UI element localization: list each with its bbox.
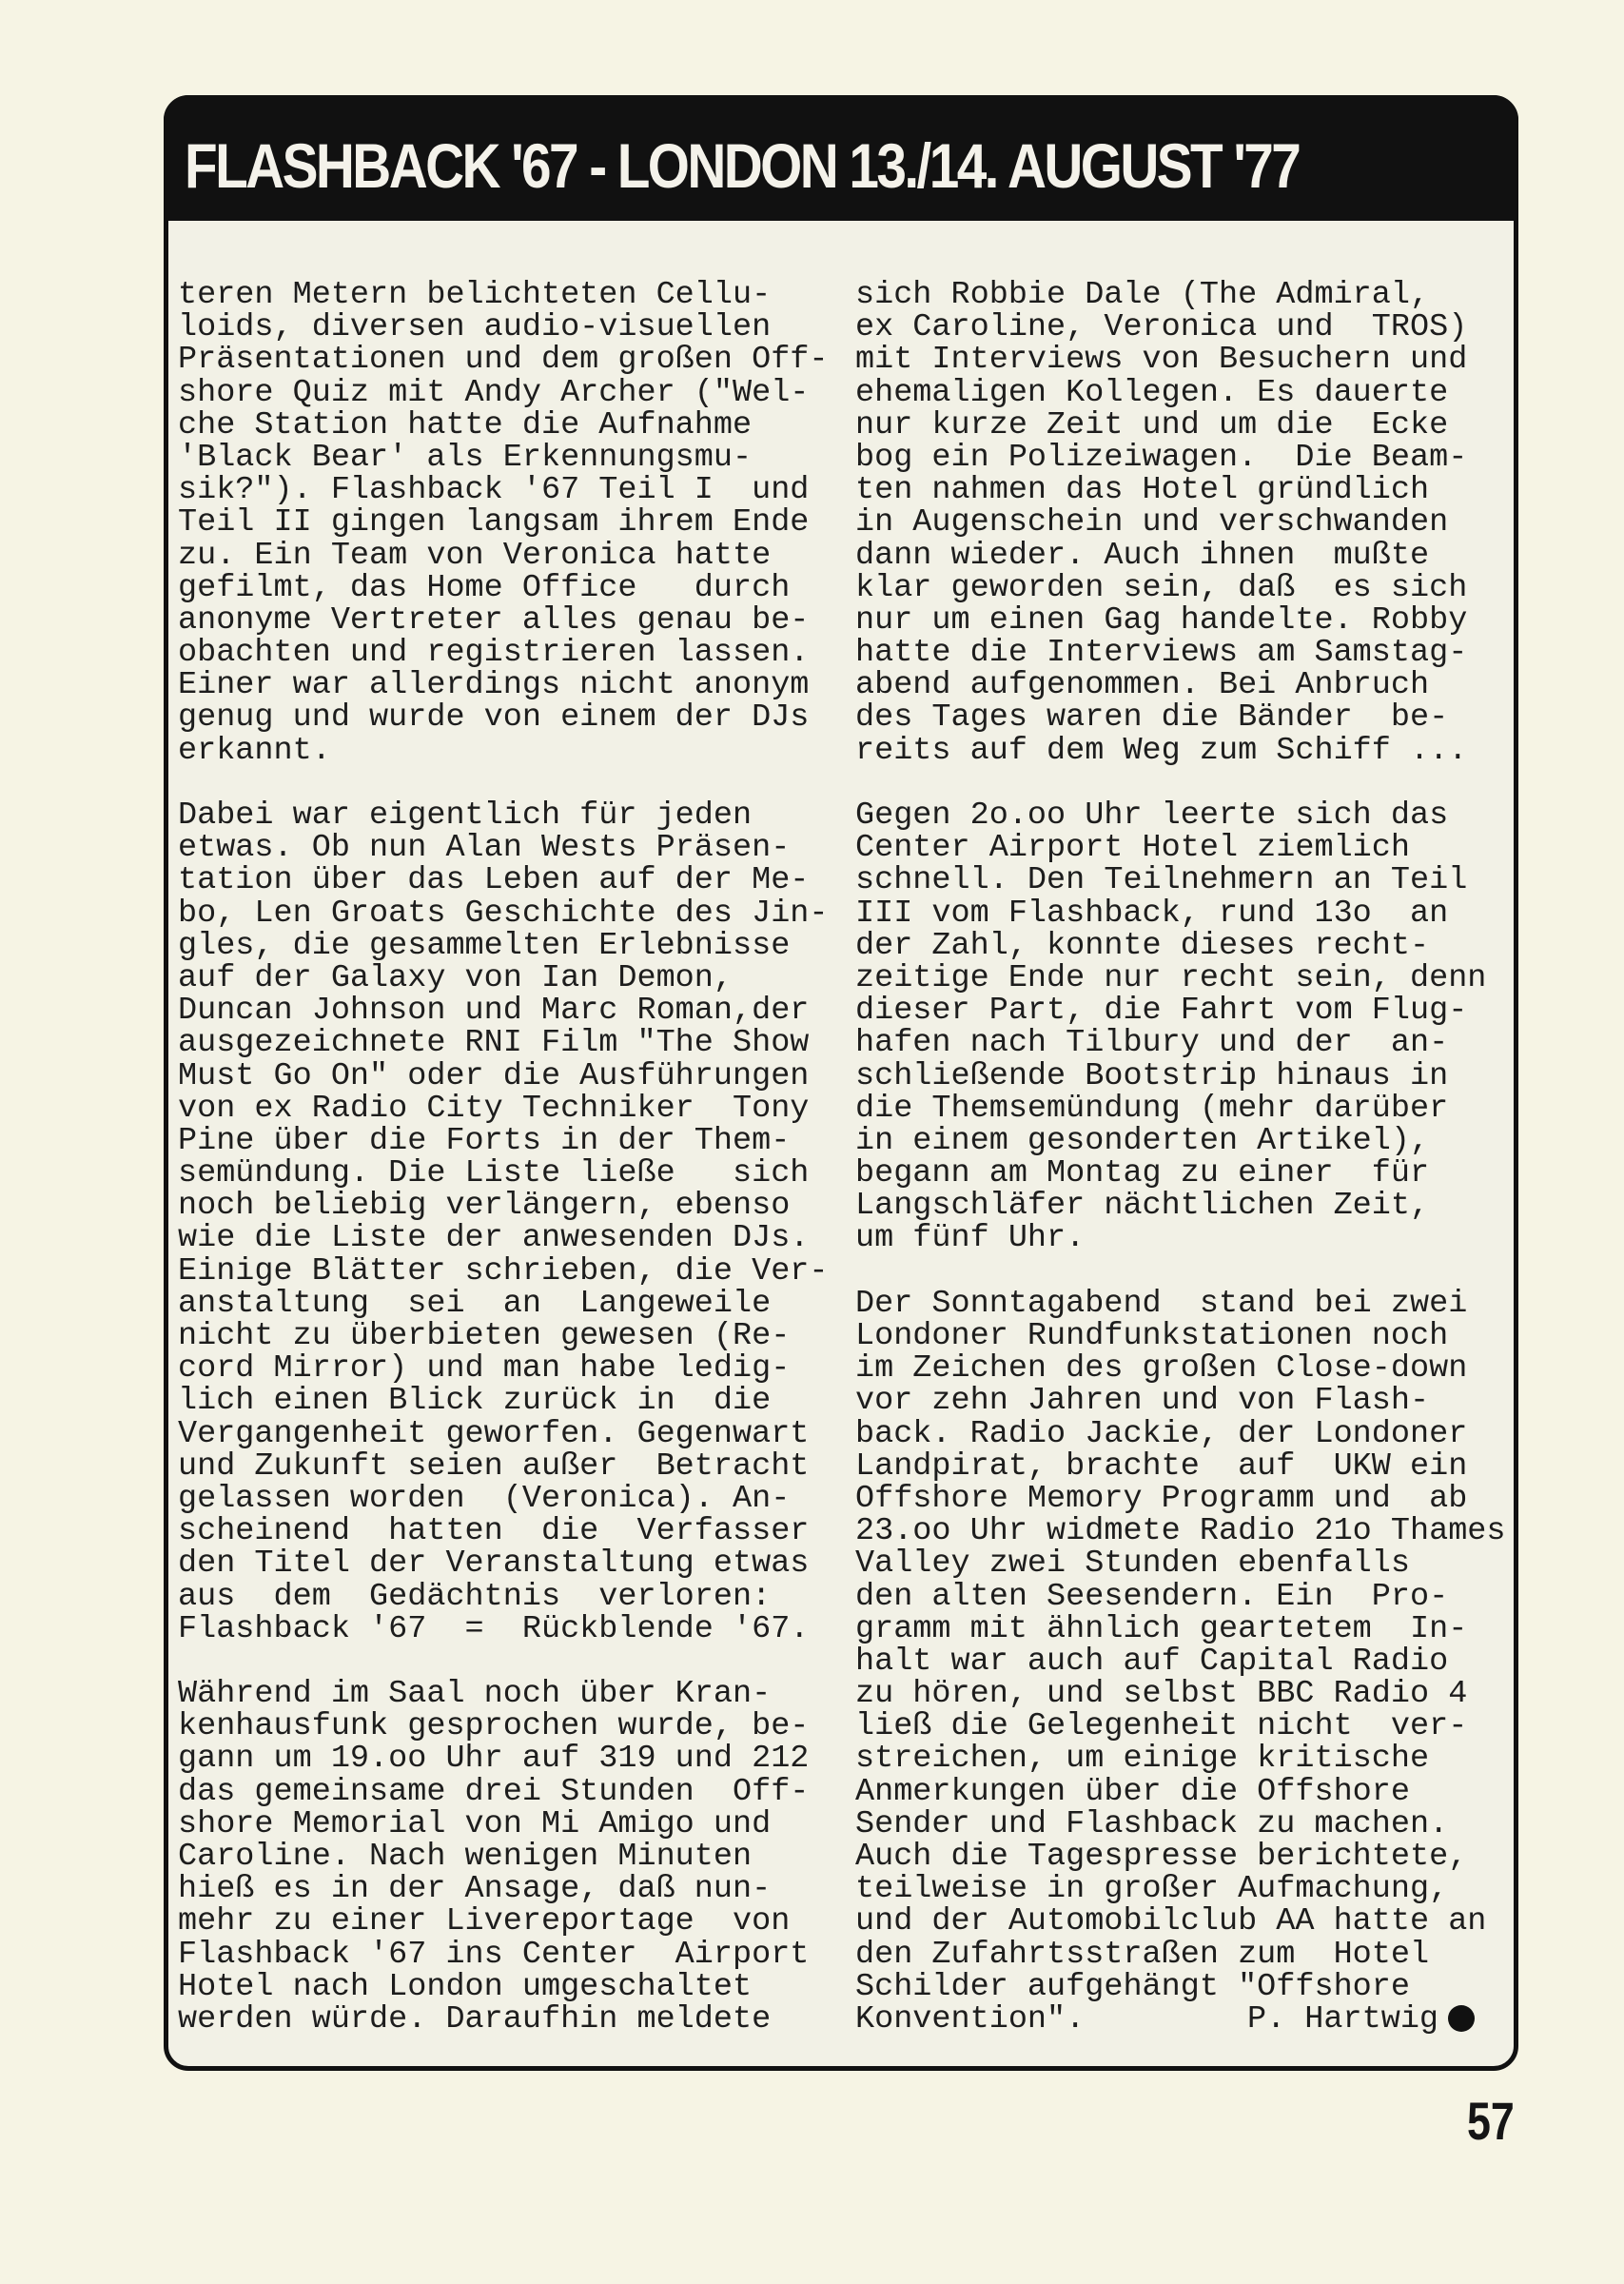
text-line [855,1513,1506,1550]
text-line-content: 'Black Bear' als Erkennungsmu- [178,439,753,476]
text-line-content: 23.oo Uhr widmete Radio 21o Thames [855,1513,1506,1550]
text-line-content: aus dem Gedächtnis verloren: [178,1578,772,1615]
text-line [855,1025,1506,1062]
text-line-content: werden würde. Daraufhin meldete [178,2000,772,2038]
text-line [855,2000,1506,2038]
text-line-content: back. Radio Jackie, der Londoner [855,1415,1468,1452]
text-line-content: schnell. Den Teilnehmern an Teil [855,862,1468,899]
text-line [855,799,1506,832]
text-line-content: des Tages waren die Bänder be- [855,699,1449,737]
text-line-content: Londoner Rundfunkstationen noch [855,1318,1449,1354]
text-line [855,1480,1506,1517]
text-line-content: Landpirat, brachte auf UKW ein [855,1447,1468,1485]
text-line-content: ausgezeichnete RNI Film "The Show [178,1025,810,1062]
text-line-content: ließ die Gelegenheit nicht ver- [855,1708,1468,1745]
text-line [855,537,1506,574]
text-line [855,1841,1506,1873]
text-line [855,1578,1506,1615]
text-line [855,1710,1506,1743]
text-line-content: Offshore Memory Programm und ab [855,1480,1468,1517]
text-line [855,699,1506,737]
text-line-content: tation über das Leben auf der Me- [178,862,810,899]
text-line [855,1415,1506,1452]
text-line [178,1773,829,1810]
end-mark-icon [1448,2005,1475,2032]
text-line [855,1383,1506,1420]
text-line [178,897,829,930]
text-line-content: Schilder aufgehängt "Offshore [855,1968,1410,2005]
text-line-content: das gemeinsame drei Stunden Off- [178,1773,810,1810]
text-line-content: gelassen worden (Veronica). An- [178,1480,791,1517]
text-line-content: dann wieder. Auch ihnen mußte [855,537,1430,574]
text-line [855,472,1506,509]
text-line [178,1546,829,1583]
text-line-content: gann um 19.oo Uhr auf 319 und 212 [178,1741,810,1778]
text-line [178,1676,829,1713]
text-line [855,569,1506,606]
text-line-content: von ex Radio City Techniker Tony [178,1090,810,1127]
text-line [178,1805,829,1842]
title-banner [164,95,1518,221]
text-line-content: um fünf Uhr. [855,1220,1086,1257]
text-line-content: genug und wurde von einem der DJs [178,699,810,737]
text-line-content: Vergangenheit geworfen. Gegenwart [178,1415,810,1452]
text-line [855,1676,1506,1713]
text-line [855,1320,1506,1352]
text-line [855,993,1506,1030]
text-line-content: gramm mit ähnlich geartetem In- [855,1610,1468,1647]
text-line [178,1057,829,1094]
text-line-content: und Zukunft seien außer Betracht [178,1447,810,1485]
text-line [855,1350,1506,1388]
text-line [855,732,1506,769]
text-line-content: hieß es in der Ansage, daß nun- [178,1871,772,1908]
text-line-content: in Augenschein und verschwanden [855,504,1449,541]
text-line [855,897,1506,930]
article-title: FLASHBACK '67 - LONDON 13./14. AUGUST '77 [185,130,1300,201]
author-name: P. Hartwig [1247,2000,1439,2038]
text-line [178,732,829,769]
text-line [178,1968,829,2005]
text-line-content: Pine über die Forts in der Them- [178,1122,791,1159]
text-line [178,959,829,996]
text-line-content: nur um einen Gag handelte. Robby [855,601,1468,639]
text-line-content: wie die Liste der anwesenden DJs. [178,1220,810,1257]
text-line [178,279,829,311]
text-line [178,1610,829,1647]
text-line [178,1871,829,1908]
text-line [178,699,829,737]
text-line-content: den Zufahrtsstraßen zum Hotel [855,1936,1430,1973]
text-line-content: zeitige Ende nur recht sein, denn [855,959,1487,996]
text-line [178,635,829,672]
text-line [178,1252,829,1290]
text-line [855,1610,1506,1647]
text-line-content: bog ein Polizeiwagen. Die Beam- [855,439,1468,476]
article-frame [164,95,1518,2071]
text-line [178,1383,829,1420]
text-line-content: auf der Galaxy von Ian Demon, [178,959,733,996]
text-line [178,342,829,379]
text-line-content: che Station hatte die Aufnahme [178,406,753,443]
text-line-content: loids, diversen audio-visuellen [178,309,772,346]
text-line [855,1905,1506,1938]
text-line-content: Während im Saal noch über Kran- [178,1676,772,1713]
text-line [855,1220,1506,1257]
text-line [178,1578,829,1615]
text-line [855,1968,1506,2005]
text-line [178,1841,829,1873]
text-line [178,1480,829,1517]
text-line-content: reits auf dem Weg zum Schiff ... [855,732,1468,769]
text-line [178,830,829,867]
text-line-content: Konvention". [855,2000,1086,2038]
text-line [855,601,1506,639]
text-line [855,279,1506,311]
text-line-content: Dabei war eigentlich für jeden [178,797,753,834]
text-line-content: anonyme Vertreter alles genau be- [178,601,810,639]
text-line-content: klar geworden sein, daß es sich [855,569,1468,606]
text-line-content: Einer war allerdings nicht anonym [178,667,810,704]
text-line-content: Der Sonntagabend stand bei zwei [855,1285,1468,1322]
text-line-content: anstaltung sei an Langeweile [178,1285,772,1322]
text-line [178,1025,829,1062]
text-line-content: hafen nach Tilbury und der an- [855,1025,1449,1062]
text-line [178,1220,829,1257]
text-line [178,1447,829,1485]
text-line [855,830,1506,867]
text-line [855,959,1506,996]
text-line-content: dieser Part, die Fahrt vom Flug- [855,993,1468,1030]
paragraph [855,1285,1506,2038]
text-line [178,1157,829,1190]
text-line [855,406,1506,443]
text-line-content: ten nahmen das Hotel gründlich [855,472,1430,509]
text-line [178,1513,829,1550]
text-line [178,1936,829,1973]
text-line [178,1122,829,1159]
text-line [855,374,1506,411]
text-line-content: noch beliebig verlängern, ebenso [178,1188,791,1225]
paragraph [855,799,1506,1255]
text-line [855,1447,1506,1485]
text-line [178,667,829,704]
text-line-content: mehr zu einer Livereportage von [178,1903,791,1940]
text-line-content: Hotel nach London umgeschaltet [178,1968,753,2005]
text-line-content: Langschläfer nächtlichen Zeit, [855,1188,1430,1225]
text-line-content: Caroline. Nach wenigen Minuten [178,1839,753,1875]
text-line-content: vor zehn Jahren und von Flash- [855,1383,1430,1420]
text-line-content: etwas. Ob nun Alan Wests Präsen- [178,830,791,867]
text-line [178,1741,829,1778]
text-line [855,311,1506,344]
text-line-content: in einem gesonderten Artikel), [855,1122,1430,1159]
text-line [178,506,829,539]
text-line-content: shore Memorial von Mi Amigo und [178,1805,772,1842]
text-line [855,1645,1506,1678]
text-line [855,635,1506,672]
text-line [855,1773,1506,1810]
text-line [178,1188,829,1225]
text-line [178,993,829,1030]
text-line [855,1157,1506,1190]
text-line-content: und der Automobilclub AA hatte an [855,1903,1487,1940]
text-line [855,1546,1506,1583]
text-line-content: teren Metern belichteten Cellu- [178,277,772,313]
text-line-content: zu hören, und selbst BBC Radio 4 [855,1676,1468,1713]
text-line [855,1741,1506,1778]
text-line-content: teilweise in großer Aufmachung, [855,1871,1449,1908]
text-line [855,342,1506,379]
text-line [855,667,1506,704]
text-line-content: bo, Len Groats Geschichte des Jin- [178,895,829,932]
text-line [178,311,829,344]
text-line-content: im Zeichen des großen Close-down [855,1350,1468,1388]
text-line [855,1871,1506,1908]
text-line [178,439,829,476]
text-line-content: sich Robbie Dale (The Admiral, [855,277,1430,313]
text-line [178,1285,829,1322]
text-line-content: Flashback '67 ins Center Airport [178,1936,810,1973]
text-line-content: hatte die Interviews am Samstag- [855,635,1468,672]
text-line-content: Teil II gingen langsam ihrem Ende [178,504,810,541]
paragraph [178,799,829,1645]
right-column [855,279,1506,2068]
text-line-content: streichen, um einige kritische [855,1741,1430,1778]
text-line [178,1710,829,1743]
text-line [178,601,829,639]
text-line-content: ex Caroline, Veronica und TROS) [855,309,1468,346]
text-line-content: halt war auch auf Capital Radio [855,1643,1449,1680]
text-line-content: Center Airport Hotel ziemlich [855,830,1410,867]
text-line [178,406,829,443]
text-line-content: Präsentationen und dem großen Off- [178,342,829,379]
text-line-content: begann am Montag zu einer für [855,1155,1430,1192]
text-line [178,1090,829,1127]
text-line [178,799,829,832]
text-line-content: nur kurze Zeit und um die Ecke [855,406,1449,443]
text-line-content: III vom Flashback, rund 13o an [855,895,1449,932]
text-line-content: Must Go On" oder die Ausführungen [178,1057,810,1094]
text-line [855,1057,1506,1094]
paragraph [178,1678,829,2036]
left-column [178,279,829,2068]
text-line-content: Auch die Tagespresse berichtete, [855,1839,1468,1875]
text-line [178,1350,829,1388]
text-line-content: zu. Ein Team von Veronica hatte [178,537,772,574]
text-line [855,927,1506,964]
text-line [178,1905,829,1938]
text-line [178,1320,829,1352]
text-line-content: Anmerkungen über die Offshore [855,1773,1410,1810]
text-line-content: den Titel der Veranstaltung etwas [178,1546,810,1583]
text-line-content: erkannt. [178,732,331,769]
text-line [178,374,829,411]
text-line-content: cord Mirror) und man habe ledig- [178,1350,791,1388]
text-line-content: schließende Bootstrip hinaus in [855,1057,1449,1094]
text-line [855,439,1506,476]
text-line-content: semündung. Die Liste ließe sich [178,1155,810,1192]
text-line [178,862,829,899]
text-line-content: kenhausfunk gesprochen wurde, be- [178,1708,810,1745]
text-line [178,1415,829,1452]
text-line [855,1188,1506,1225]
text-line-content: shore Quiz mit Andy Archer ("Wel- [178,374,810,411]
text-line-content: scheinend hatten die Verfasser [178,1513,810,1550]
text-line [178,927,829,964]
text-line [178,472,829,509]
text-line-content: Einige Blätter schrieben, die Ver- [178,1252,829,1290]
text-line [178,537,829,574]
paragraph [178,279,829,767]
text-line-content: abend aufgenommen. Bei Anbruch [855,667,1430,704]
text-line-content: lich einen Blick zurück in die [178,1383,772,1420]
text-line-content: Valley zwei Stunden ebenfalls [855,1546,1410,1583]
text-line [855,862,1506,899]
text-line-content: Sender und Flashback zu machen. [855,1805,1449,1842]
text-line [178,2000,829,2038]
text-line [178,569,829,606]
page-number: 57 [1467,2091,1515,2151]
text-line-content: Flashback '67 = Rückblende '67. [178,1610,810,1647]
text-line-content: den alten Seesendern. Ein Pro- [855,1578,1449,1615]
text-line-content: nicht zu überbieten gewesen (Re- [178,1318,791,1354]
text-line-content: der Zahl, konnte dieses recht- [855,927,1430,964]
text-line-content: sik?"). Flashback '67 Teil I und [178,472,810,509]
text-line [855,1090,1506,1127]
text-line-content: mit Interviews von Besuchern und [855,342,1468,379]
text-line-content: obachten und registrieren lassen. [178,635,810,672]
text-line-content: gefilmt, das Home Office durch [178,569,791,606]
text-line-content: die Themsemündung (mehr darüber [855,1090,1449,1127]
text-line [855,1805,1506,1842]
text-line-content: gles, die gesammelten Erlebnisse [178,927,791,964]
text-line [855,506,1506,539]
text-line-content: Gegen 2o.oo Uhr leerte sich das [855,797,1449,834]
text-line [855,1285,1506,1322]
text-line-content: Duncan Johnson und Marc Roman,der [178,993,810,1030]
author-signature [1247,2000,1475,2038]
text-line-content: ehemaligen Kollegen. Es dauerte [855,374,1449,411]
paragraph [855,279,1506,767]
text-line [855,1122,1506,1159]
text-line [855,1936,1506,1973]
